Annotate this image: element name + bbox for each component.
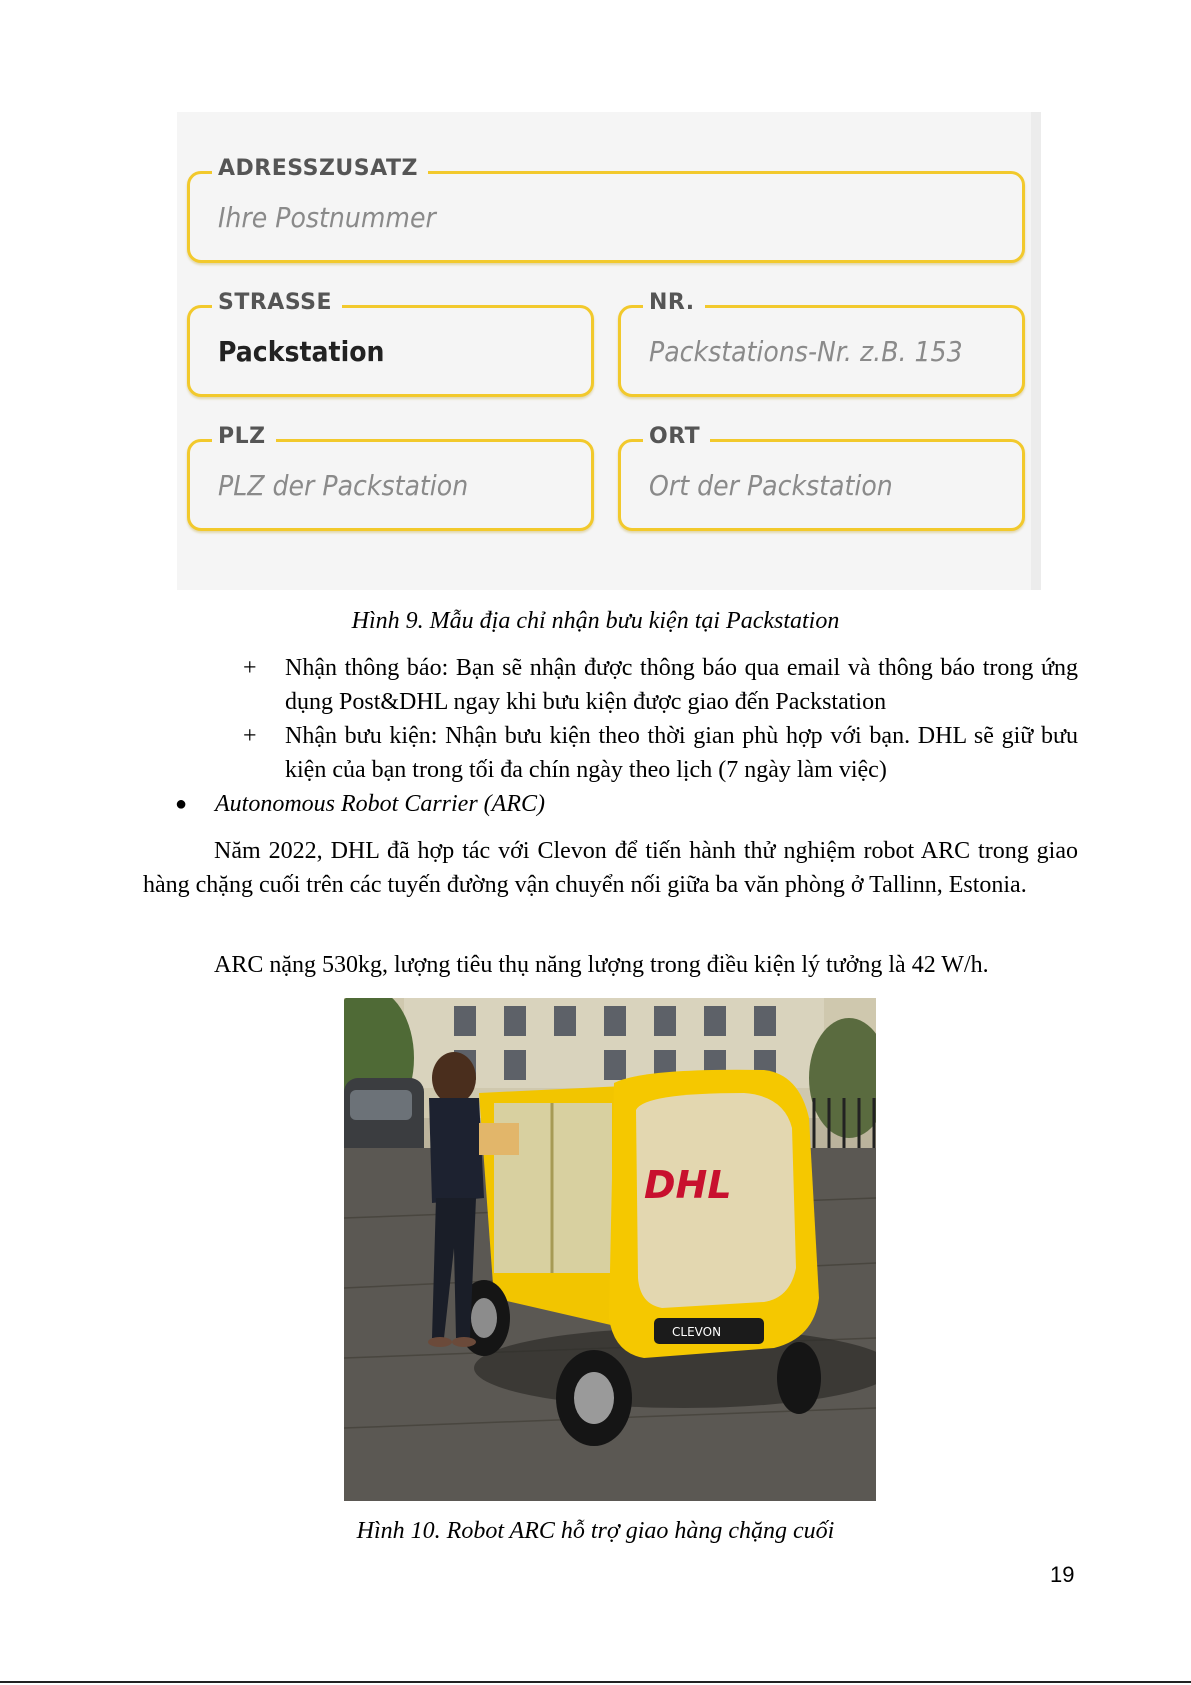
dhl-logo-text: DHL xyxy=(644,1163,732,1207)
adresszusatz-label: ADRESSZUSATZ xyxy=(212,154,428,184)
paragraph-arc-weight: ARC nặng 530kg, lượng tiêu thụ năng lượng trong điều kiện lý tưởng là 42 W/h. xyxy=(214,952,989,978)
adresszusatz-field[interactable] xyxy=(187,156,1025,263)
figure10-caption: Hình 10. Robot ARC hỗ trợ giao hàng chặng cuối xyxy=(356,1518,835,1544)
screenshot-edge xyxy=(1031,112,1041,590)
ort-placeholder: Ort der Packstation xyxy=(649,469,893,502)
strasse-value: Packstation xyxy=(218,335,385,368)
nr-label: NR. xyxy=(643,288,705,318)
plus-marker: + xyxy=(243,655,257,681)
strasse-field[interactable] xyxy=(187,290,594,397)
paragraph-clevon: Năm 2022, DHL đã hợp tác với Clevon để tiến hành thử nghiệm robot ARC trong giao hàng chặng cuối trên các tuyến đường vận chuyển nối giữa ba văn phòng ở Tallinn, Estonia. xyxy=(143,838,1078,898)
figure9-caption: Hình 9. Mẫu địa chỉ nhận bưu kiện tại Packstation xyxy=(351,608,840,634)
sub-item-text: Nhận bưu kiện: Nhận bưu kiện theo thời gian phù hợp với bạn. DHL sẽ giữ bưu kiện của bạn trong tối đa chín ngày theo lịch (7 ngày làm việc) xyxy=(285,723,1078,783)
ort-field[interactable] xyxy=(618,424,1025,531)
packstation-form-screenshot xyxy=(177,112,1041,590)
plus-marker: + xyxy=(243,723,257,749)
ort-label: ORT xyxy=(643,422,710,452)
sub-item-text: Nhận thông báo: Bạn sẽ nhận được thông báo qua email và thông báo trong ứng dụng Post&DHL ngay khi bưu kiện được giao đến Packstation xyxy=(285,655,1078,715)
clevon-badge-text: CLEVON xyxy=(672,1325,722,1339)
arc-robot-illustration xyxy=(344,998,876,1501)
nr-placeholder: Packstations-Nr. z.B. 153 xyxy=(649,335,963,368)
plz-field[interactable] xyxy=(187,424,594,531)
bullet-dot: ● xyxy=(175,793,188,815)
sub-item-pickup xyxy=(243,719,1078,787)
scan-edge-line xyxy=(0,1681,1191,1683)
adresszusatz-placeholder: Ihre Postnummer xyxy=(218,201,436,234)
bullet-text: Autonomous Robot Carrier (ARC) xyxy=(215,791,545,817)
plz-label: PLZ xyxy=(212,422,276,452)
plz-placeholder: PLZ der Packstation xyxy=(218,469,469,502)
arc-robot-photo xyxy=(344,998,876,1501)
page-number: 19 xyxy=(1050,1562,1075,1587)
sub-item-notification xyxy=(243,651,1078,719)
bullet-arc xyxy=(175,787,1075,821)
nr-field[interactable] xyxy=(618,290,1025,397)
strasse-label: STRASSE xyxy=(212,288,342,318)
